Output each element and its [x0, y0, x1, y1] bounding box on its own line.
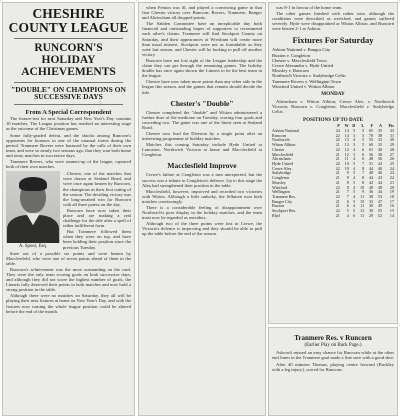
- table-cell: Bangor City: [272, 198, 293, 204]
- right-top-paragraphs: [272, 5, 394, 31]
- table-cell: 46: [377, 170, 383, 176]
- table-cell: 55: [368, 137, 374, 143]
- table-cell: 65: [368, 128, 374, 134]
- table-cell: 14: [389, 212, 394, 218]
- fixtures-list: [272, 47, 394, 89]
- article-paragraph: Ashcroft missed an easy chance for Runcorn while at the other end Jones in the Tranmere goal made a fine save with a good shot.: [272, 350, 394, 361]
- table-cell: 36: [368, 189, 374, 195]
- left-column: [2, 2, 135, 416]
- table-cell: 24: [335, 128, 340, 134]
- article-paragraph: three out of a possible six points and were beaten by Macclesfield, who were one of seven points ahead of them in the table.: [6, 250, 131, 266]
- article-paragraph: Runcorn have not lost sight of the League leadership and the claim they can get through the remaining games. The holiday double has once again shown the Linnets to be the best team in the league.: [142, 57, 262, 79]
- table-header-cell: L: [361, 123, 365, 129]
- table-cell: 56: [368, 151, 374, 157]
- table-cell: 40: [368, 184, 374, 190]
- table-cell: 23: [389, 170, 394, 176]
- table-cell: 3: [353, 142, 356, 148]
- subheadline-divider: [14, 104, 123, 105]
- table-cell: 6: [362, 151, 365, 157]
- table-cell: 31: [389, 132, 394, 138]
- table-cell: Rhyl: [272, 212, 280, 218]
- table-cell: 30: [368, 208, 374, 214]
- fixture-line: Buxton v. Congleton: [272, 52, 311, 58]
- table-cell: 12: [344, 146, 349, 152]
- table-cell: 8: [346, 184, 349, 190]
- table-cell: 22: [335, 161, 340, 166]
- table-cell: 20: [389, 184, 394, 190]
- table-cell: 11: [360, 212, 365, 218]
- table-header-cell: F: [370, 123, 374, 129]
- table-cell: 10: [360, 184, 365, 190]
- table-cell: 22: [335, 165, 340, 171]
- table-cell: 48: [377, 184, 383, 190]
- photo-column: [6, 171, 60, 250]
- macclesfield-paragraphs: [142, 172, 262, 236]
- table-row: [272, 214, 394, 219]
- table-header-cell: P: [337, 123, 340, 129]
- table-cell: 9: [346, 170, 349, 176]
- right-column: [268, 2, 398, 324]
- table-cell: 4: [353, 137, 356, 143]
- table-cell: 10: [344, 165, 349, 171]
- table-cell: 29: [389, 142, 394, 148]
- fixture-line: Mossley v. Runcorn: [272, 68, 309, 74]
- table-cell: 33: [389, 128, 394, 134]
- table-cell: 44: [377, 189, 383, 195]
- table-cell: 52: [377, 212, 383, 218]
- title-divider: [14, 38, 123, 39]
- chester-paragraphs: [142, 110, 262, 158]
- table-cell: 49: [377, 203, 383, 209]
- table-cell: 8: [362, 179, 365, 185]
- monday-heading: MONDAY: [321, 91, 345, 98]
- table-cell: 30: [389, 137, 394, 143]
- table-cell: Hyde United: [272, 161, 294, 166]
- table-cell: 18: [389, 193, 394, 199]
- table-header-cell: W: [344, 123, 349, 129]
- table-cell: 21: [335, 170, 340, 176]
- table-cell: 26: [389, 156, 394, 162]
- article-paragraph: Some fully-graded defeat, and the shocks among Runcorn's opponents for honours in one of the unusual forms during the period. Tranmere Rovers were harassed by the calls of their own team, and were so nearly two seasons ago, that they won both home and away matches in successive days.: [6, 132, 131, 158]
- table-cell: 7: [346, 189, 349, 195]
- fixtures-title: Fixtures For Saturday: [292, 35, 374, 46]
- table-cell: 5: [362, 132, 365, 138]
- table-cell: 4: [353, 193, 356, 199]
- table-cell: 21: [335, 142, 340, 148]
- table-cell: 15: [389, 208, 394, 214]
- table-cell: 38: [377, 151, 383, 157]
- table-cell: 44: [377, 161, 383, 166]
- table-cell: Runcorn: [272, 132, 287, 138]
- sub-headline: "DOUBLE" ON CHAMPIONS ON SUCCESSIVE DAYS: [11, 84, 126, 102]
- table-cell: 8: [362, 175, 365, 181]
- table-cell: 8: [362, 165, 365, 171]
- table-cell: 22: [335, 193, 340, 199]
- table-cell: 22: [335, 132, 340, 138]
- table-cell: 5: [353, 128, 356, 134]
- article-paragraph: Tranmere Rovers, who were runners-up of the league, captured both of their own matches.: [6, 159, 131, 170]
- table-cell: 14: [344, 132, 349, 138]
- tranmere-paragraphs: [272, 350, 394, 371]
- table-cell: Chester: [272, 146, 285, 152]
- table-cell: 5: [353, 198, 356, 204]
- middle-column: [138, 2, 266, 416]
- article-paragraph: Matches this coming Saturday include Hyde United at Lancaster, Northwich Victoria at home and Macclesfield at Congleton.: [142, 142, 262, 158]
- table-cell: 21: [335, 156, 340, 162]
- table-cell: 4: [346, 212, 349, 218]
- middle-top-paragraphs: [142, 5, 262, 95]
- table-cell: 21: [335, 179, 340, 185]
- table-cell: 6: [346, 203, 349, 209]
- table-cell: Northwich: [272, 137, 290, 143]
- article-paragraph: Although there were no matches on Saturday, they all will be playing their next fixtures at home on New Year's Day, and with the fixtures now turning the whole league position could be altered before the end of the month.: [6, 293, 131, 314]
- article-paragraph: There is a considerable feeling of disappointment over Northwich's poor display in the holiday matches, and the team must now be regarded as outsiders.: [142, 205, 262, 221]
- table-cell: Congleton: [272, 175, 290, 181]
- table-cell: 21: [335, 198, 340, 204]
- fixture-line: Crewe Alexandra v. Hyde United: [272, 63, 334, 69]
- table-cell: Altrincham: [272, 156, 291, 162]
- table-header-cell: D: [352, 123, 356, 129]
- table-cell: 51: [368, 161, 374, 166]
- fixture-line: Chester v. Macclesfield Town: [272, 57, 327, 63]
- table-cell: Buxton: [272, 203, 285, 209]
- table-cell: 22: [335, 208, 340, 214]
- table-cell: 5: [362, 137, 365, 143]
- table-cell: 30: [368, 203, 374, 209]
- byline: From A Special Correspondent: [25, 109, 112, 117]
- article-paragraph: Runcorn's achievement was the more outstanding on the card. They were the only team scoring goals on both successive days, and although they did not score the highest number of goals, the Linnets fully deserved their points in both matches and now hold a strong position in the table.: [6, 266, 131, 293]
- left-paragraphs: [6, 116, 131, 169]
- player-photo: [6, 171, 60, 243]
- table-cell: 35: [377, 142, 383, 148]
- left-paragraphs-after: [6, 251, 131, 314]
- table-cell: 44: [368, 165, 374, 171]
- tranmere-subtitle: (Earlier Play on Back Page.): [304, 343, 362, 349]
- table-cell: 5: [353, 161, 356, 166]
- article-paragraph: Although two of the three points were lost to Crewe, the Victoria's defence is improving and they should be able to pull up the table before the end of the season.: [142, 221, 262, 237]
- table-cell: 47: [377, 198, 383, 204]
- table-cell: 4: [353, 146, 356, 152]
- table-cell: 40: [377, 146, 383, 152]
- table-cell: 22: [389, 175, 394, 181]
- headline-divider: [14, 82, 123, 83]
- table-cell: 6: [362, 156, 365, 162]
- table-cell: 21: [335, 212, 340, 218]
- article-paragraph: But Tranmere followed them when they were on top, and have been holding their position since the previous Tuesday.: [63, 229, 131, 250]
- table-cell: 53: [377, 193, 383, 199]
- table-cell: 42: [368, 179, 374, 185]
- table-cell: 48: [368, 156, 374, 162]
- article-paragraph: Chester have now taken more points than any other side in the league this season, and the games that remain should decide the title.: [142, 79, 262, 95]
- table-cell: 3: [353, 132, 356, 138]
- fixture-line: Northwich Victoria v. Stalybridge Celtic: [272, 73, 347, 79]
- table-cell: 12: [360, 208, 365, 214]
- article-paragraph: After 40 minutes Thomas, playing centre forward (Buckley with a leg injury), scored for Runcorn.: [272, 361, 394, 372]
- table-cell: 5: [353, 189, 356, 195]
- table-cell: 6: [362, 146, 365, 152]
- table-cell: 17: [389, 198, 394, 204]
- table-cell: 5: [346, 208, 349, 214]
- table-cell: 10: [360, 198, 365, 204]
- fixture-line: Winsford United v. Witton Albion: [272, 83, 335, 89]
- table-cell: 48: [368, 170, 374, 176]
- table-cell: 16: [389, 203, 394, 209]
- table-cell: 9: [346, 175, 349, 181]
- table-cell: 21: [335, 175, 340, 181]
- table-cell: Crewe Alex.: [272, 165, 293, 171]
- tranmere-report: [268, 327, 398, 416]
- table-cell: 38: [368, 193, 374, 199]
- article-paragraph: Crewe's failure at Congleton was a turn unexpected, but the success was a tribute to Congleton's defence. Up to this stage the Alex had strengthened their position in the table.: [142, 172, 262, 188]
- table-cell: 43: [377, 175, 383, 181]
- table-cell: 12: [344, 151, 349, 157]
- table-cell: 5: [353, 208, 356, 214]
- article-paragraph: The fixture-test for next Saturday and New Year's Day contains 10 matches. The League position has reached an interesting stage as the outcome of the Christmas games.: [6, 116, 131, 132]
- table-cell: 8: [346, 179, 349, 185]
- article-paragraph: Chester completed the "double" and Witton administered a further dose of the medicine on Tuesday, scoring four goals and conceding two. The game was one of the finest seen at Sealand Road.: [142, 109, 262, 130]
- chester-subhead: Chester's "Double": [170, 98, 234, 108]
- league-title: CHESHIRE COUNTY LEAGUE: [8, 6, 129, 36]
- table-cell: Stalybridge: [272, 170, 291, 176]
- table-cell: 36: [377, 156, 383, 162]
- table-cell: Tranmere Res.: [272, 193, 296, 199]
- table-cell: 9: [362, 189, 365, 195]
- table-cell: 7: [346, 193, 349, 199]
- fixture-line: Ashton National v. Bangor City: [272, 47, 331, 53]
- photo-hair: [19, 177, 47, 191]
- photo-caption: A. Spoor, Esq.: [19, 244, 47, 250]
- table-cell: 22: [335, 137, 340, 143]
- table-cell: 22: [335, 184, 340, 190]
- table-cell: 14: [344, 128, 349, 134]
- photo-row: [6, 171, 131, 250]
- table-header-cell: Pts: [388, 123, 394, 129]
- table-cell: 44: [377, 179, 383, 185]
- table-cell: 21: [389, 179, 394, 185]
- macclesfield-subhead: Macclesfield Improve: [167, 161, 237, 171]
- table-cell: 5: [353, 179, 356, 185]
- table-cell: 21: [335, 189, 340, 195]
- table-cell: 7: [362, 170, 365, 176]
- article-paragraph: The other games finished with rather ease, although the conditions were described as wretched, and games suffered severely. Hyde were disappointed at Witton Albion, and Runcorn were beaten 2-1 at Ashton.: [272, 11, 394, 32]
- table-cell: Winsford: [272, 184, 288, 190]
- table-cell: 27: [389, 151, 394, 157]
- table-cell: 13: [344, 137, 349, 143]
- table-cell: Wellington: [272, 189, 291, 195]
- table-cell: 33: [377, 137, 383, 143]
- article-paragraph: Chester, one of the matches that were drawn at Sealand Road, and were once again beaten by Runcorn, the champions as their first outing of the season. The deciding victory was the long-awaited win for Runcorn with all three points on the day.: [63, 171, 131, 207]
- table-cell: 21: [335, 203, 340, 209]
- table-cell: 5: [353, 170, 356, 176]
- table-header-cell: A: [379, 123, 383, 129]
- article-paragraph: was 8-1 in favour of the home team.: [276, 5, 343, 10]
- table-cell: Macclesfield: [272, 151, 294, 157]
- table-cell: 44: [368, 175, 374, 181]
- table-cell: 11: [360, 203, 365, 209]
- table-cell: 11: [344, 156, 349, 162]
- table-cell: 22: [335, 146, 340, 152]
- table-cell: 21: [335, 151, 340, 157]
- table-cell: 4: [353, 156, 356, 162]
- table-cell: 25: [389, 161, 394, 166]
- table-cell: 24: [389, 165, 394, 171]
- table-title: POSITIONS UP TO DATE: [302, 117, 364, 124]
- photo-side-text: [63, 171, 131, 250]
- table-cell: 7: [362, 161, 365, 166]
- monday-fixtures: [272, 99, 394, 114]
- table-cell: 40: [377, 165, 383, 171]
- table-cell: 6: [353, 212, 356, 218]
- table-cell: 4: [353, 203, 356, 209]
- table-body: [272, 129, 394, 218]
- table-cell: 4: [353, 184, 356, 190]
- league-table: [272, 124, 394, 218]
- table-cell: 5: [362, 142, 365, 148]
- table-cell: 4: [353, 175, 356, 181]
- table-cell: 35: [377, 128, 383, 134]
- article-paragraph: when Fenton was ill, and played a convincing game in that first Chester victory over Runcorn. Rovers, Tranmere, Bangor and Altrincham all dropped points.: [142, 5, 262, 21]
- table-cell: 38: [377, 132, 383, 138]
- fixture-line: Altrincham v. Witton Albion; Crewe Alex. v. Northwich Victoria; Runcorn v. Congleton; Macclesfield v. Stalybridge Celtic.: [272, 99, 394, 115]
- tranmere-title: Tranmere Res. v Runcorn: [294, 334, 372, 342]
- article-paragraph: Runcorn have now taken their place and are making a real challenge for the title after a spell of rather indifferent form.: [63, 207, 131, 229]
- table-cell: Stockport Res.: [272, 208, 297, 214]
- table-cell: 13: [344, 142, 349, 148]
- table-cell: Ashton National: [272, 128, 299, 134]
- fixture-line: Tranmere Rovers v. Wellington Town: [272, 78, 341, 84]
- table-cell: 10: [344, 161, 349, 166]
- table-cell: 3: [353, 151, 356, 157]
- table-cell: 29: [368, 212, 374, 218]
- table-cell: Witton Albion: [272, 142, 296, 148]
- article-paragraph: Chester now lead the Division by a single point after an interesting programme of holiday matches.: [142, 130, 262, 142]
- article-paragraph: Macclesfield, however, improved and recorded two victories with Witton. Although a little unlucky, the Silkmen won both matches convincingly.: [142, 188, 262, 204]
- main-headline: RUNCORN'S HOLIDAY ACHIEVEMENTS: [21, 42, 116, 79]
- table-cell: 33: [368, 198, 374, 204]
- table-cell: 4: [353, 165, 356, 171]
- table-cell: 19: [389, 189, 394, 195]
- table-cell: 6: [346, 198, 349, 204]
- table-cell: Mossley: [272, 179, 286, 185]
- table-cell: 70: [368, 132, 374, 138]
- table-cell: 55: [377, 208, 383, 214]
- table-cell: 11: [360, 193, 365, 199]
- table-cell: 28: [389, 146, 394, 152]
- table-cell: 5: [362, 128, 365, 134]
- table-cell: 61: [368, 146, 374, 152]
- article-paragraph: The Sabden Committee have an inexplicable day both financial and outstanding hopes of supporters to recommend each other's claims. Tranmere will find Stockport County on Saturday, and their appearances at Wrexham will create more than usual interest. Stockport were not as formidable as they were last season, and Chester will be looking to pull off another victory.: [142, 21, 262, 57]
- table-cell: 60: [368, 142, 374, 148]
